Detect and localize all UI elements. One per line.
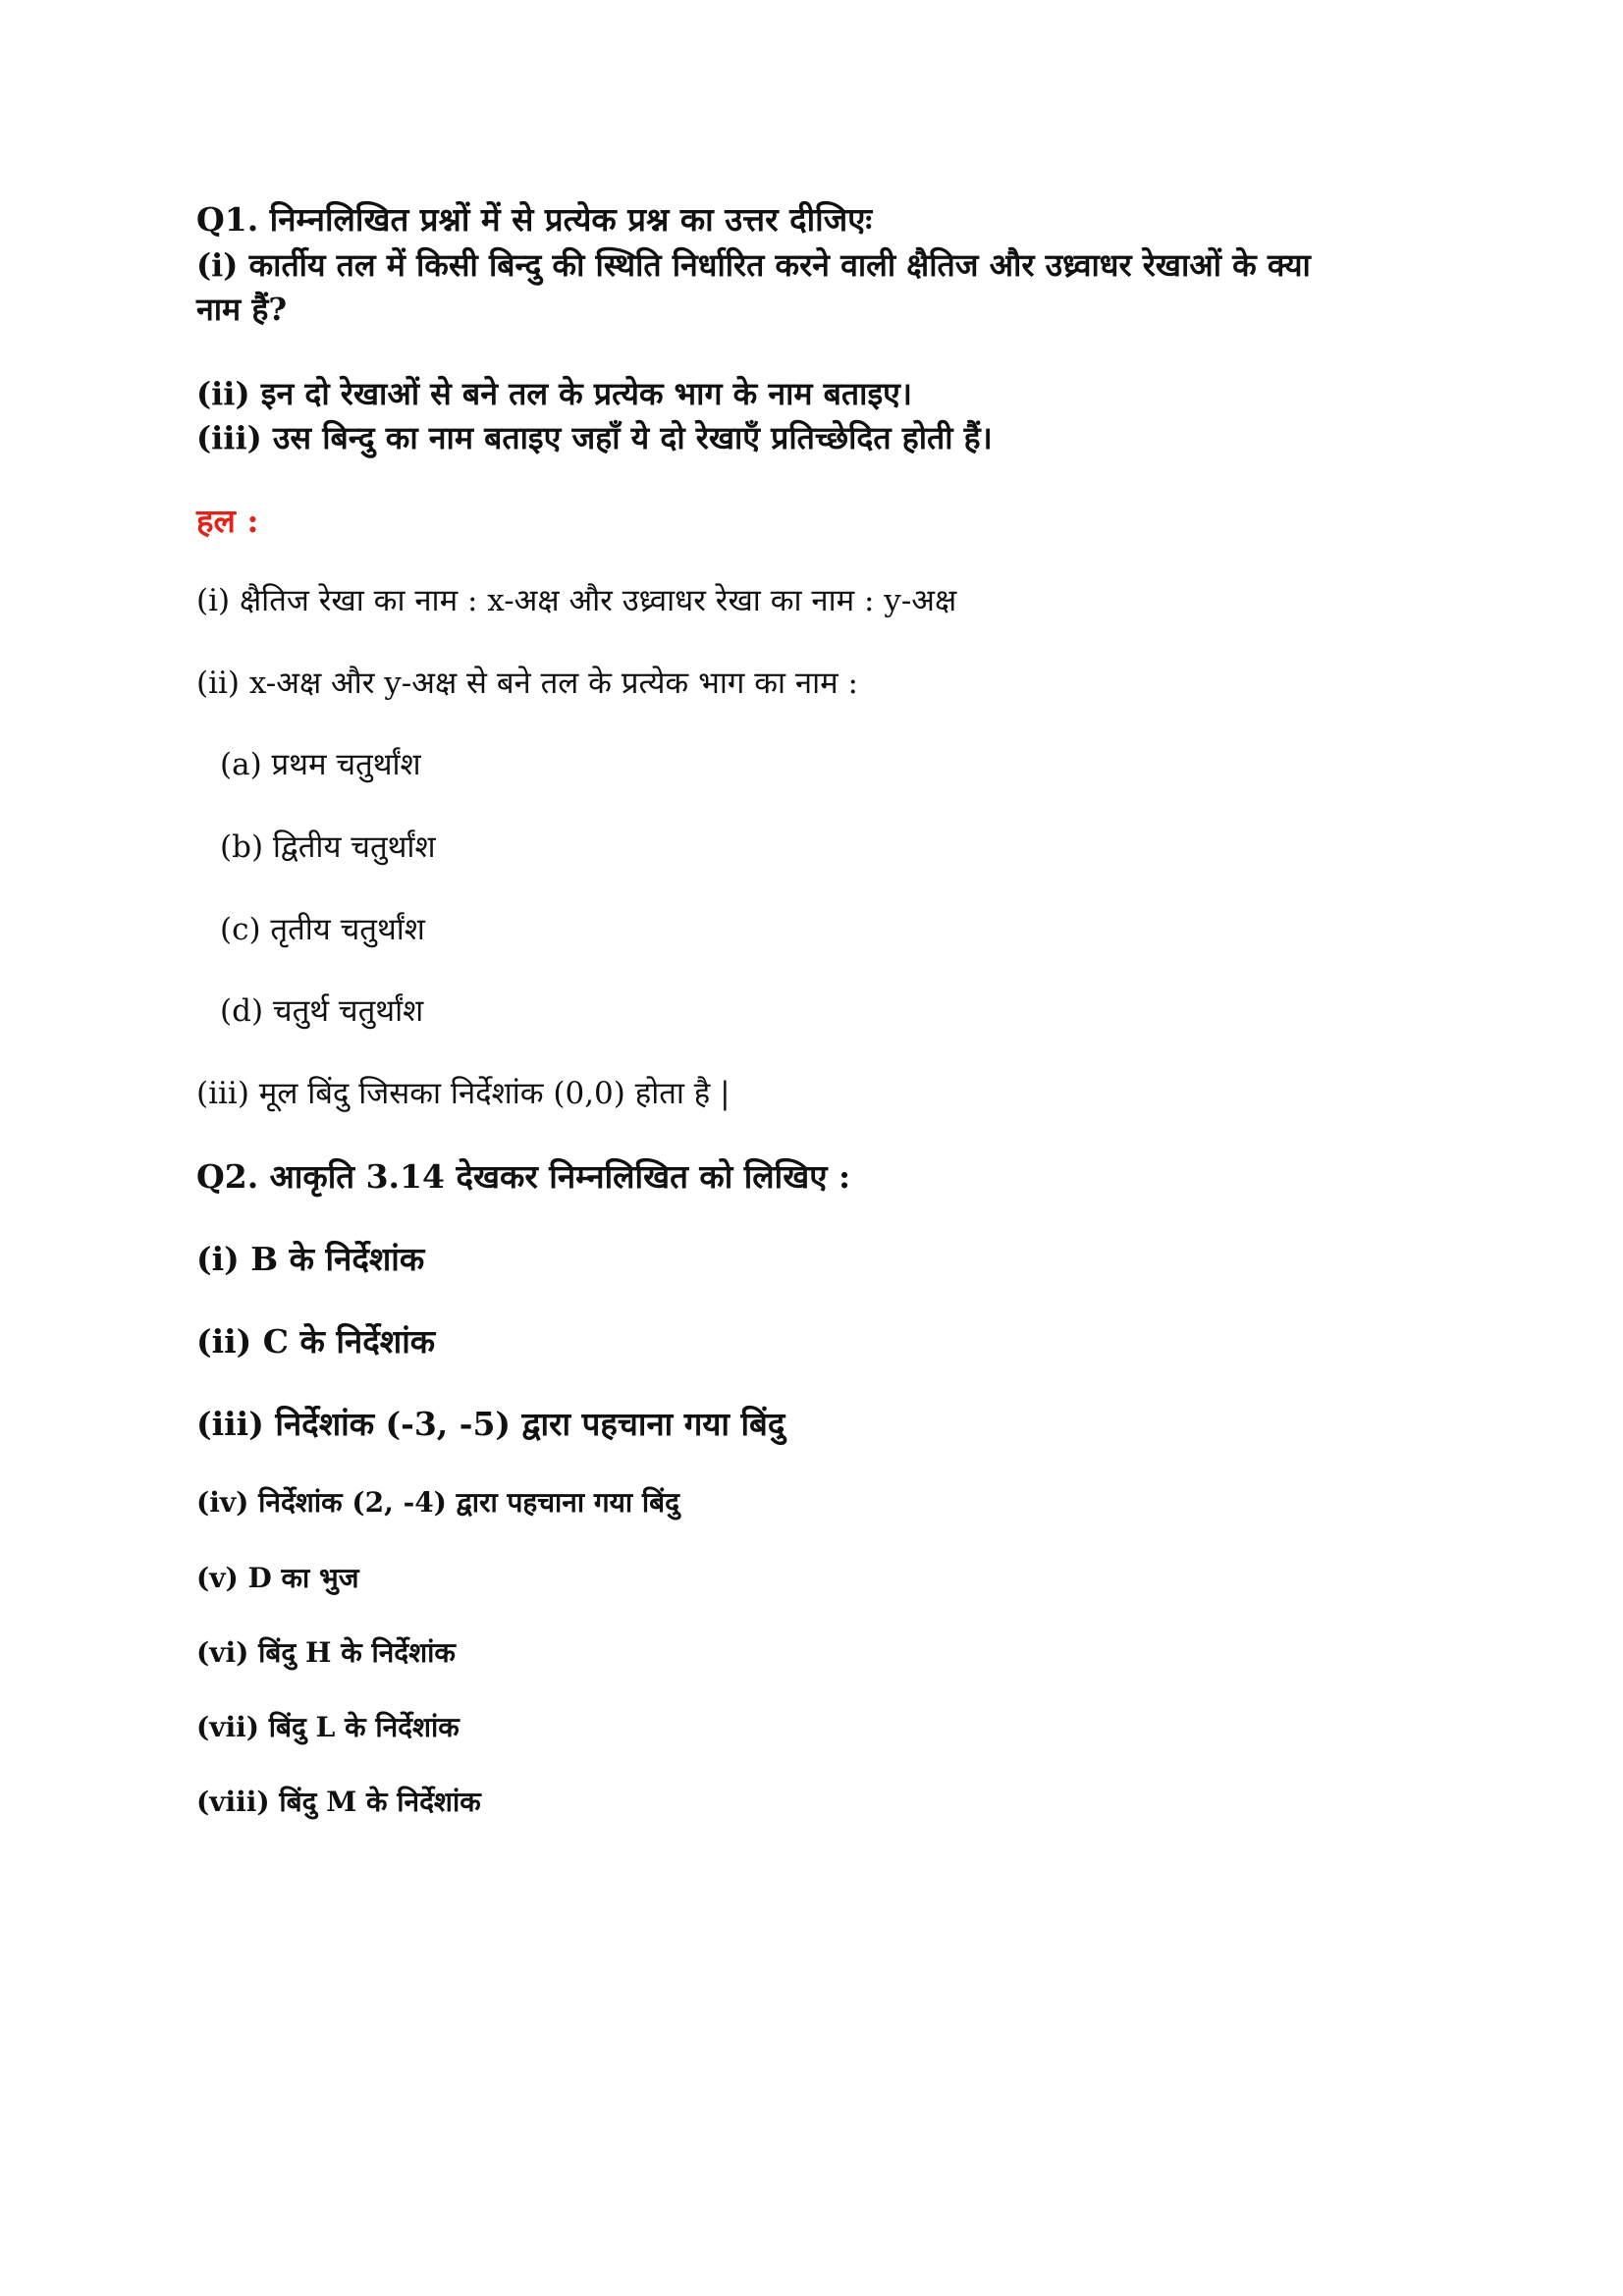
q2-item-iii: (iii) निर्देशांक (-3, -5) द्वारा पहचाना गया बिंदु: [196, 1405, 785, 1443]
q2-item-v: (v) D का भुज: [196, 1562, 359, 1594]
q2-item-vii: (vii) बिंदु L के निर्देशांक: [196, 1711, 460, 1743]
quadrant-second: (b) द्वितीय चतुर्थांश: [220, 829, 436, 865]
quadrant-fourth: (d) चतुर्थ चतुर्थांश: [220, 993, 424, 1029]
answer-i: (i) क्षैतिज रेखा का नाम : x-अक्ष और उध्र्वाधर रेखा का नाम : y-अक्ष: [196, 583, 957, 618]
quadrant-first: (a) प्रथम चतुर्थांश: [220, 747, 421, 782]
q1-part-ii: (ii) इन दो रेखाओं से बने तल के प्रत्येक भाग के नाम बताइए।: [196, 375, 912, 412]
q2-title: Q2. आकृति 3.14 देखकर निम्नलिखित को लिखिए :: [196, 1157, 851, 1196]
q2-item-iv: (iv) निर्देशांक (2, -4) द्वारा पहचाना गया बिंदु: [196, 1486, 679, 1519]
q2-item-ii: (ii) C के निर्देशांक: [196, 1322, 436, 1361]
q1-part-i-line2: नाम हैं?: [196, 291, 288, 328]
answer-iii: (iii) मूल बिंदु जिसका निर्देशांक (0,0) होता है |: [196, 1076, 730, 1111]
quadrant-third: (c) तृतीय चतुर्थांश: [220, 912, 425, 947]
answer-ii: (ii) x-अक्ष और y-अक्ष से बने तल के प्रत्येक भाग का नाम :: [196, 666, 858, 701]
q1-title: Q1. निम्नलिखित प्रश्नों में से प्रत्येक प्रश्न का उत्तर दीजिएः: [196, 200, 873, 239]
q1-part-iii: (iii) उस बिन्दु का नाम बताइए जहाँ ये दो रेखाएँ प्रतिच्छेदित होती हैं।: [196, 419, 993, 456]
solution-label: हल :: [196, 502, 259, 540]
q2-item-vi: (vi) बिंदु H के निर्देशांक: [196, 1636, 456, 1669]
q2-item-viii: (viii) बिंदु M के निर्देशांक: [196, 1786, 481, 1818]
q2-item-i: (i) B के निर्देशांक: [196, 1240, 425, 1278]
q1-part-i-line1: (i) कार्तीय तल में किसी बिन्दु की स्थिति निर्धारित करने वाली क्षैतिज और उध्र्वाधर रेखाओं के क्या: [196, 246, 1311, 284]
